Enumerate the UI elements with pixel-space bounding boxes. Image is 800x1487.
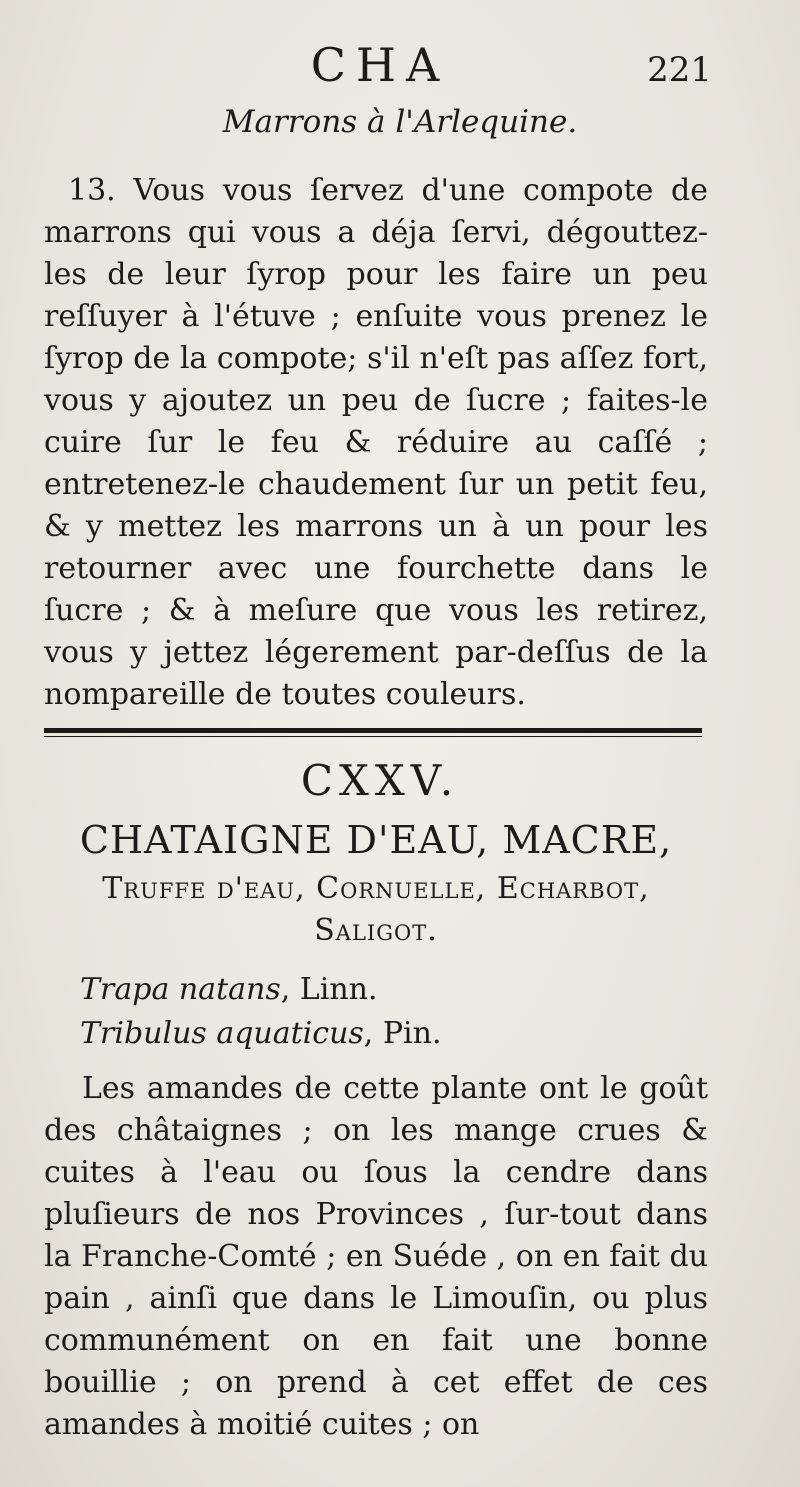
page-number: 221: [647, 50, 712, 90]
authority: , Pin.: [363, 1016, 442, 1051]
running-head: [0, 38, 800, 98]
latin-name: Trapa natans: [80, 972, 281, 1007]
synonym-line: [80, 968, 700, 1012]
description-paragraph: Les amandes de cette plante ont le goût des châtaignes ; on les mange crues & cuites à l'eau ou ſous la cendre dans pluſieurs de nos Provinces , ſur-tout dans la Franche-Comté ; en Suéde , on en fait du pain , ainſi que dans le Limouſin, ou plus communément on en fait une bonne bouillie ; on prend à cet effet de ces amandes à moitié cuites ; on: [44, 1071, 708, 1442]
recipe-paragraph: 13. Vous vous ſervez d'une compote de marrons qui vous a déja ſervi, dégouttez-les de leur ſyrop pour les faire un peu reſſuyer à l'étuve ; enſuite vous prenez le ſyrop de la compote; s'il n'eſt pas aſſez fort, vous y ajoutez un peu de ſucre ; faites-le cuire ſur le feu & réduire au caſſé ; entretenez-le chaudement ſur un petit feu, & y mettez les marrons un à un pour les retourner avec une fourchette dans le ſucre ; & à meſure que vous les retirez, vous y jettez légerement par-deſſus de la nompareille de toutes couleurs.: [44, 173, 708, 712]
section-divider: [44, 728, 702, 737]
section-subtitle: Truffe d'eau, Cornuelle, Echarbot, Saligot.: [102, 871, 650, 948]
section-title: CHATAIGNE D'EAU, MACRE,: [79, 818, 673, 862]
synonym-line: [80, 1012, 700, 1056]
recipe-title: Marrons à l'Arlequine.: [222, 104, 578, 140]
section-number: CXXV.: [300, 756, 460, 805]
running-title: CHA: [310, 38, 450, 92]
authority: , Linn.: [280, 972, 378, 1007]
botanical-synonyms: [80, 968, 700, 1056]
latin-name: Tribulus aquaticus: [80, 1016, 364, 1051]
